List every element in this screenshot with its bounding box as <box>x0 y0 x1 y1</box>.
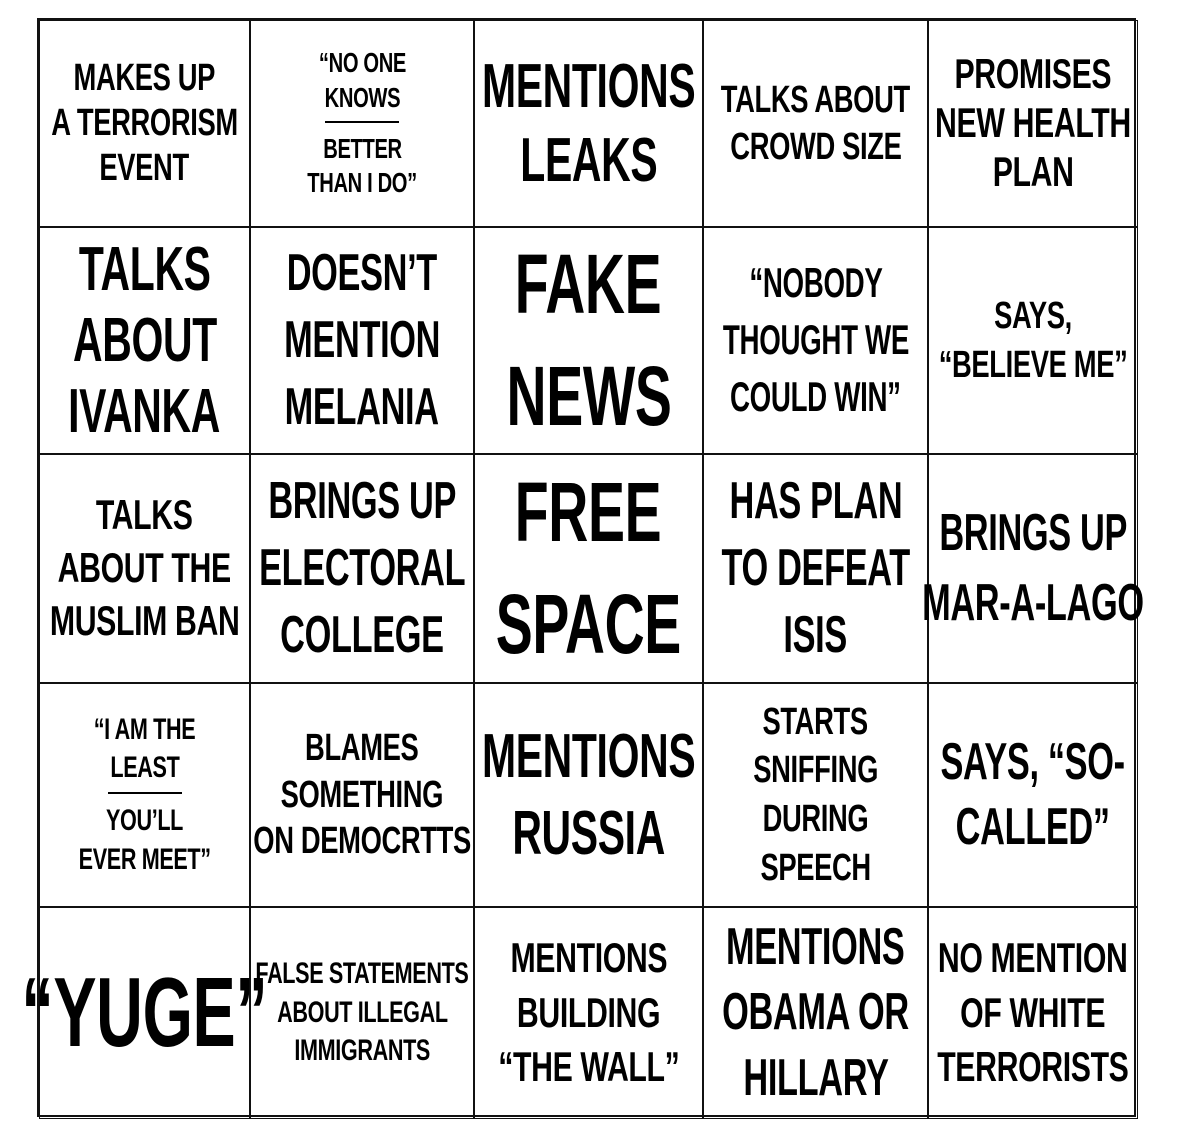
cell-text-line: BRINGS UP <box>268 471 456 530</box>
bingo-cell-obama-or-hillary[interactable] <box>703 907 928 1119</box>
bingo-cell-talks-about-ivanka[interactable] <box>39 227 250 454</box>
cell-text-line: SPACE <box>495 576 682 671</box>
cell-text-line: ABOUT ILLEGAL <box>276 995 448 1029</box>
cell-text-line: OBAMA OR <box>722 983 909 1042</box>
bingo-cell-muslim-ban[interactable] <box>39 454 250 683</box>
cell-text-line: HAS PLAN <box>729 471 902 530</box>
bingo-cell-mentions-leaks[interactable] <box>474 20 703 227</box>
cell-text-line: CROWD SIZE <box>729 125 902 168</box>
bingo-cell-says-believe-me[interactable] <box>928 227 1138 454</box>
cell-text-line: “THE WALL” <box>497 1043 680 1091</box>
cell-text-line: NEW HEALTH <box>935 99 1131 147</box>
bingo-cell-white-terrorists[interactable] <box>928 907 1138 1119</box>
cell-text-line: THAN I DO” <box>307 167 417 199</box>
cell-text-line: “NO ONE <box>318 47 406 79</box>
cell-text-line: IVANKA <box>68 377 221 447</box>
cell-text-line: MAKES UP <box>73 57 216 100</box>
cell-text-line: SAYS, “SO- <box>940 732 1126 791</box>
cell-text-line: “I AM THE <box>93 712 196 746</box>
cell-text-line: SPEECH <box>760 846 871 889</box>
bingo-cell-electoral-college[interactable] <box>250 454 474 683</box>
cell-text-line: COLLEGE <box>280 606 444 665</box>
bingo-cell-new-health-plan[interactable] <box>928 20 1138 227</box>
cell-text-line: DURING <box>762 798 869 840</box>
cell-text-line: THOUGHT WE <box>722 316 909 364</box>
cell-text-line: MENTIONS <box>481 721 696 791</box>
bingo-cell-so-called[interactable] <box>928 683 1138 907</box>
cell-text-line: MELANIA <box>284 378 440 437</box>
bingo-cell-i-am-the-least[interactable] <box>39 683 250 907</box>
cell-text-line: MENTIONS <box>510 933 667 981</box>
cell-text-line: HILLARY <box>742 1048 889 1107</box>
bingo-cell-doesnt-mention-melania[interactable] <box>250 227 474 454</box>
cell-text-line: MUSLIM BAN <box>49 596 240 644</box>
cell-text-line: SOMETHING <box>280 773 444 816</box>
cell-text-line: RUSSIA <box>512 799 665 868</box>
cell-text-line: ISIS <box>783 606 848 665</box>
cell-text-line: TALKS ABOUT <box>720 78 911 121</box>
cell-text-line: YOU’LL <box>105 804 184 837</box>
bingo-board <box>21 18 1144 1117</box>
cell-text-line: NEWS <box>506 348 671 443</box>
cell-text-line: “BELIEVE ME” <box>938 343 1128 386</box>
cell-text-line: IMMIGRANTS <box>294 1034 430 1068</box>
cell-text-line: EVENT <box>99 146 190 189</box>
cell-text-line: BLAMES <box>305 726 419 769</box>
cell-text-line: PROMISES <box>954 50 1112 98</box>
fill-in-blank <box>108 792 182 794</box>
cell-text-line: ELECTORAL <box>258 538 466 597</box>
bingo-cell-free-space[interactable] <box>474 454 703 683</box>
cell-text-line: SAYS, <box>994 294 1072 337</box>
cell-text-line: FAKE <box>515 236 662 331</box>
bingo-cell-mentions-russia[interactable] <box>474 683 703 907</box>
cell-text-line: FALSE STATEMENTS <box>255 957 469 991</box>
cell-text-line: A TERRORISM <box>51 102 238 145</box>
cell-text-line: BRINGS UP <box>939 504 1127 563</box>
cell-text-line: ABOUT THE <box>57 544 232 592</box>
cell-text-line: TALKS <box>78 234 211 304</box>
cell-text-line: MENTIONS <box>726 918 905 977</box>
bingo-cell-nobody-thought-we-could-win[interactable] <box>703 227 928 454</box>
bingo-cell-no-one-knows[interactable] <box>250 20 474 227</box>
cell-text-line: LEAKS <box>519 125 658 195</box>
cell-text-line: LEAST <box>109 751 180 785</box>
cell-text-line: MENTIONS <box>481 52 696 122</box>
cell-text-line: MENTION <box>284 310 440 369</box>
bingo-cell-yuge[interactable] <box>21 907 268 1119</box>
bingo-cell-the-wall[interactable] <box>474 907 703 1119</box>
bingo-cell-mar-a-lago[interactable] <box>922 454 1144 683</box>
cell-text-line: BUILDING <box>516 988 661 1036</box>
cell-text-line: FREE <box>515 464 662 559</box>
cell-text-line: “YUGE” <box>21 957 268 1068</box>
cell-text-line: BETTER <box>322 132 402 164</box>
bingo-cell-false-statements[interactable] <box>250 907 474 1119</box>
bingo-cell-fake-news[interactable] <box>474 227 703 454</box>
cell-text-line: MAR-A-LAGO <box>922 573 1144 632</box>
cell-text-line: ABOUT <box>72 305 217 375</box>
cell-text-line: ON DEMOCRTTS <box>253 820 471 863</box>
bingo-cell-defeat-isis[interactable] <box>703 454 928 683</box>
cell-text-line: DOESN’T <box>286 243 438 302</box>
cell-text-line: EVER MEET” <box>78 842 211 876</box>
cell-text-line: TO DEFEAT <box>721 538 910 597</box>
cell-text-line: NO MENTION <box>938 933 1128 981</box>
cell-text-line: STARTS <box>762 700 869 743</box>
cell-text-line: OF WHITE <box>960 988 1106 1036</box>
bingo-cell-crowd-size[interactable] <box>703 20 928 227</box>
cell-text-line: SNIFFING <box>753 749 878 792</box>
fill-in-blank <box>325 121 399 123</box>
bingo-cell-sniffing[interactable] <box>703 683 928 907</box>
cell-text-line: COULD WIN” <box>730 372 901 420</box>
cell-text-line: “NOBODY <box>748 259 883 307</box>
cell-text-line: PLAN <box>992 147 1074 195</box>
bingo-cell-makes-up-terrorism-event[interactable] <box>39 20 250 227</box>
cell-text-line: TERRORISTS <box>937 1043 1129 1091</box>
cell-text-line: CALLED” <box>955 798 1111 856</box>
cell-text-line: KNOWS <box>324 81 400 113</box>
bingo-cell-blames-democrats[interactable] <box>250 683 474 907</box>
cell-text-line: TALKS <box>96 491 193 539</box>
